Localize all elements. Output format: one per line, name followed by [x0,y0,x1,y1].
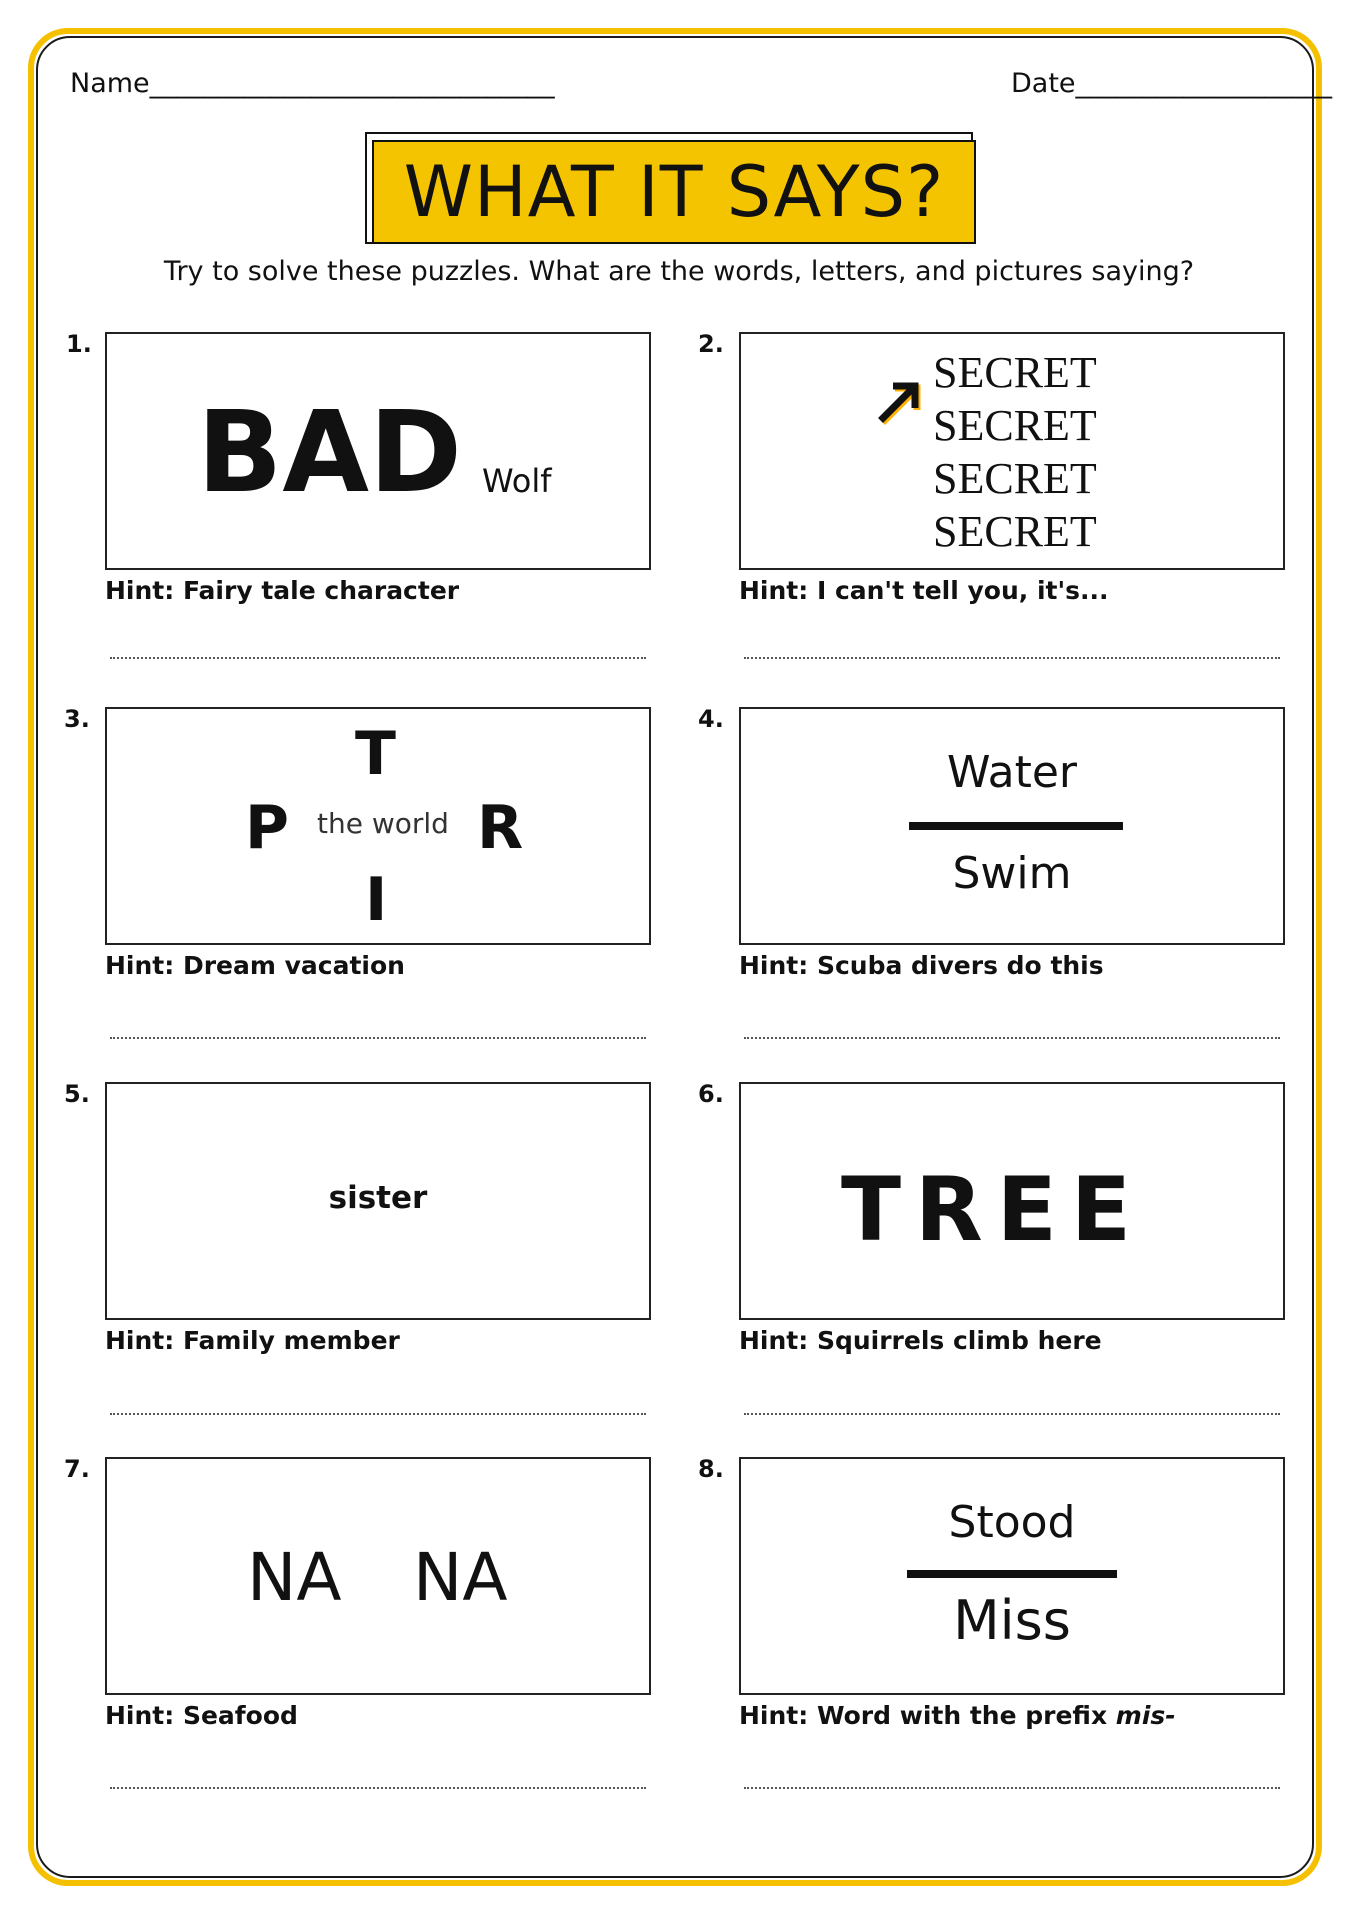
puzzle-hint: Hint: Scuba divers do this [739,951,1104,980]
puzzle-letter-bottom: I [365,865,388,935]
puzzle-word-left: NA [247,1539,342,1616]
answer-line[interactable] [744,1413,1280,1415]
puzzle-word: TREE [841,1158,1146,1261]
puzzle-box-5 [105,1082,651,1320]
puzzle-word-right: NA [413,1539,508,1616]
hint-prefix-italic: mis- [1115,1701,1176,1730]
puzzle-box-6 [739,1082,1285,1320]
answer-line[interactable] [110,1413,646,1415]
answer-line[interactable] [744,657,1280,659]
fraction-bar [907,1570,1117,1578]
hint-text: Hint: Word with the prefix [739,1701,1116,1730]
answer-line[interactable] [110,1787,646,1789]
puzzle-box-7 [105,1457,651,1695]
fraction-top: Stood [948,1497,1076,1548]
secret-stack [933,346,1097,558]
answer-line[interactable] [110,657,646,659]
puzzle-hint: Hint: Fairy tale character [105,576,460,605]
puzzle-number: 2. [698,330,724,358]
puzzle-box-2 [739,332,1285,570]
puzzle-hint: Hint: I can't tell you, it's... [739,576,1109,605]
puzzle-number: 3. [64,705,90,733]
puzzle-small-word: Wolf [482,462,552,500]
puzzle-letter-right: R [477,793,524,863]
puzzle-box-1 [105,332,651,570]
answer-line[interactable] [744,1037,1280,1039]
answer-line[interactable] [744,1787,1280,1789]
secret-line: SECRET [933,454,1097,503]
fraction-bottom: Swim [952,848,1072,899]
secret-line: SECRET [933,401,1097,450]
puzzle-number: 1. [66,330,92,358]
puzzle-number: 8. [698,1455,724,1483]
puzzle-number: 7. [64,1455,90,1483]
puzzle-big-word: BAD [197,388,463,518]
puzzle-number: 6. [698,1080,724,1108]
puzzle-box-8 [739,1457,1285,1695]
puzzle-letter-left: P [245,793,289,863]
puzzle-box-3 [105,707,651,945]
puzzle-hint: Hint: Squirrels climb here [739,1326,1102,1355]
puzzle-hint: Hint: Dream vacation [105,951,405,980]
secret-line: SECRET [933,507,1097,556]
arrow-up-right-icon [877,376,925,424]
puzzle-hint: Hint: Family member [105,1326,400,1355]
name-field[interactable]: Name______________________________ [70,68,555,99]
puzzle-hint: Hint: Seafood [105,1701,298,1730]
puzzle-number: 4. [698,705,724,733]
page-title: WHAT IT SAYS? [372,140,976,244]
fraction-bar [909,822,1123,830]
answer-line[interactable] [110,1037,646,1039]
tree-clip [841,1158,1181,1261]
secret-line: SECRET [933,348,1097,397]
puzzle-hint [739,1701,1176,1730]
puzzle-letter-top: T [355,719,396,789]
puzzle-box-4 [739,707,1285,945]
puzzle-center-text: the world [317,807,449,840]
instructions: Try to solve these puzzles. What are the words, letters, and pictures saying? [163,256,1195,287]
fraction-bottom: Miss [953,1589,1071,1652]
puzzle-word: sister [328,1180,428,1216]
puzzle-number: 5. [64,1080,90,1108]
fraction-top: Water [946,747,1078,798]
date-field[interactable]: Date___________________ [1011,68,1333,99]
